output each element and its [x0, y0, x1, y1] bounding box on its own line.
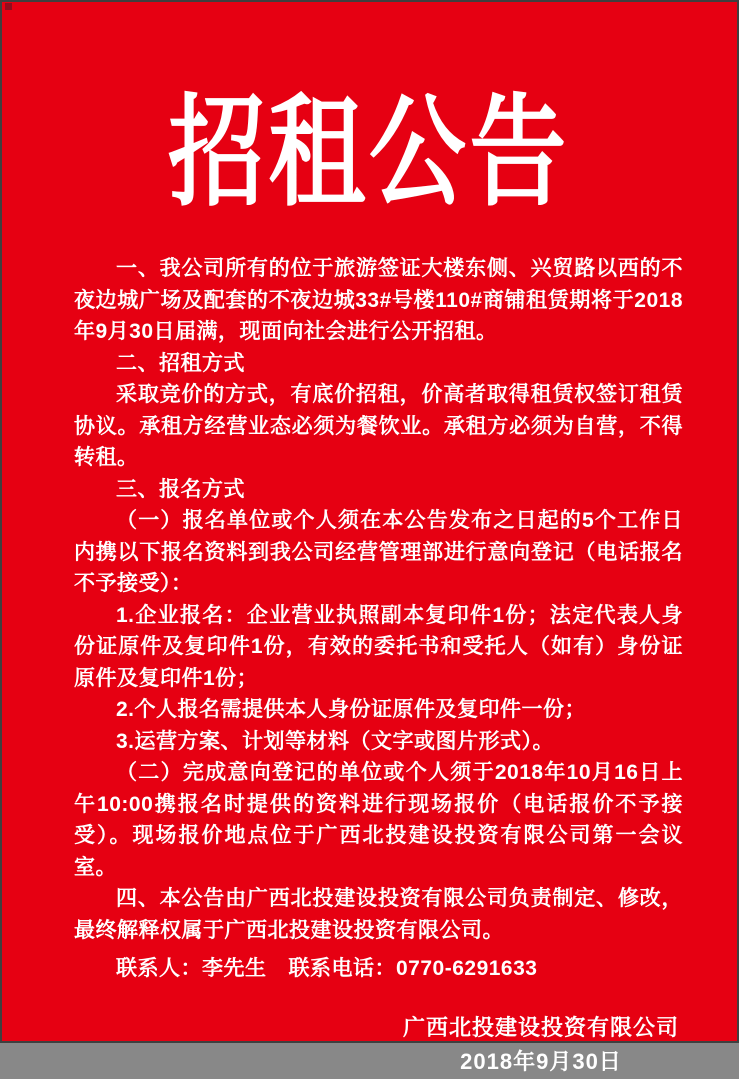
signature-block — [403, 1011, 679, 1079]
section-4: 四、本公告由广西北投建设投资有限公司负责制定、修改，最终解释权属于广西北投建设投资有限公司。 — [74, 887, 683, 942]
signature-date: 2018年9月30日 — [460, 1048, 622, 1074]
print-artifact-mark — [5, 3, 12, 10]
contact-person-value: 李先生 — [202, 957, 267, 980]
poster-title: 招租公告 — [168, 87, 571, 221]
paragraph-intro: 一、我公司所有的位于旅游签证大楼东侧、兴贸路以西的不夜边城广场及配套的不夜边城33#号楼110#商铺租赁期将于2018年9月30日届满，现面向社会进行公开招租。 — [74, 257, 683, 343]
section-3-item-2: （二）完成意向登记的单位或个人须于2018年10月16日上午10:00携报名时提供的资料进行现场报价（电话报价不予接受）。现场报价地点位于广西北投建设投资有限公司第一会议室。 — [74, 761, 683, 879]
notice-body — [2, 253, 737, 1079]
contact-phone-value: 0770-6291633 — [396, 957, 538, 980]
section-2-heading: 二、招租方式 — [116, 351, 245, 375]
section-3-item-1-sub-1: 1.企业报名：企业营业执照副本复印件1份；法定代表人身份证原件及复印件1份，有效的委托书和受托人（如有）身份证原件及复印件1份； — [74, 603, 683, 690]
signature-company: 广西北投建设投资有限公司 — [402, 1014, 679, 1040]
section-3-item-1-sub-3: 3.运营方案、计划等材料（文字或图片形式）。 — [116, 729, 555, 753]
section-3-heading: 三、报名方式 — [116, 477, 245, 501]
contact-phone-label: 联系电话： — [288, 957, 396, 980]
section-2-body: 采取竞价的方式，有底价招租，价高者取得租赁权签订租赁协议。承租方经营业态必须为餐饮业。承租方必须为自营，不得转租。 — [74, 383, 683, 469]
signature-area — [74, 1011, 683, 1079]
section-3-item-1: （一）报名单位或个人须在本公告发布之日起的5个工作日内携以下报名资料到我公司经营管理部进行意向登记（电话报名不予接受）： — [74, 509, 683, 595]
contact-line — [74, 953, 683, 985]
poster-title-area — [2, 2, 737, 221]
section-3-item-1-sub-2: 2.个人报名需提供本人身份证原件及复印件一份； — [116, 698, 587, 721]
contact-person-label: 联系人： — [116, 957, 202, 980]
